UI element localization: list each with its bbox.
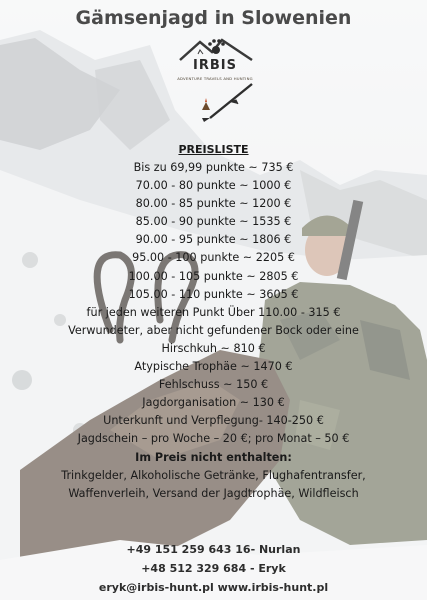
price-line: für jeden weiteren Punkt Über 110.00 - 315 € (86, 305, 341, 319)
price-line: 70.00 - 80 punkte ~ 1000 € (135, 179, 292, 193)
contact-email-web: eryk@irbis-hunt.pl www.irbis-hunt.pl (98, 581, 329, 594)
price-line: Jagdschein – pro Woche – 20 €; pro Monat – 50 € (77, 432, 350, 446)
price-line: 90.00 - 95 punkte ~ 1806 € (135, 233, 292, 247)
price-line: Verwundeter, aber nicht gefundener Bock oder eine (68, 323, 359, 337)
not-included-heading: Im Preis nicht enthalten: (135, 450, 292, 464)
price-line: 105.00 - 110 punkte ~ 3605 € (128, 287, 299, 301)
price-line: 95.00 - 100 punkte ~ 2205 € (132, 251, 295, 265)
contact-phone-nurlan: +49 151 259 643 16- Nurlan (126, 543, 301, 556)
not-included-line: Trinkgelder, Alkoholische Getränke, Flughafentransfer, (61, 468, 366, 482)
logo-tagline: ADVENTURE TRAVELS AND HUNTING (177, 76, 253, 81)
logo-name: IRBIS (193, 58, 237, 73)
not-included-line: Waffenverleih, Versand der Jagdtrophäe, Wildfleisch (68, 486, 359, 500)
price-list-heading: PREISLISTE (178, 143, 249, 156)
price-list (0, 143, 427, 503)
contacts (0, 540, 427, 597)
price-line: Atypische Trophäe ~ 1470 € (134, 360, 293, 374)
page-title: Gämsenjagd in Slowenien (75, 7, 352, 29)
price-line: 85.00 - 90 punkte ~ 1535 € (135, 215, 292, 229)
price-line: Fehlschuss ~ 150 € (158, 378, 269, 392)
price-line: Hirschkuh ~ 810 € (161, 341, 266, 355)
contact-phone-eryk: +48 512 329 684 - Eryk (141, 562, 286, 575)
price-line: Bis zu 69,99 punkte ~ 735 € (133, 161, 294, 174)
price-line: Jagdorganisation ~ 130 € (142, 396, 285, 410)
price-line: Unterkunft und Verpflegung- 140-250 € (103, 414, 324, 428)
price-line: 80.00 - 85 punkte ~ 1200 € (135, 197, 292, 211)
price-line: 100.00 - 105 punkte ~ 2805 € (128, 269, 299, 283)
